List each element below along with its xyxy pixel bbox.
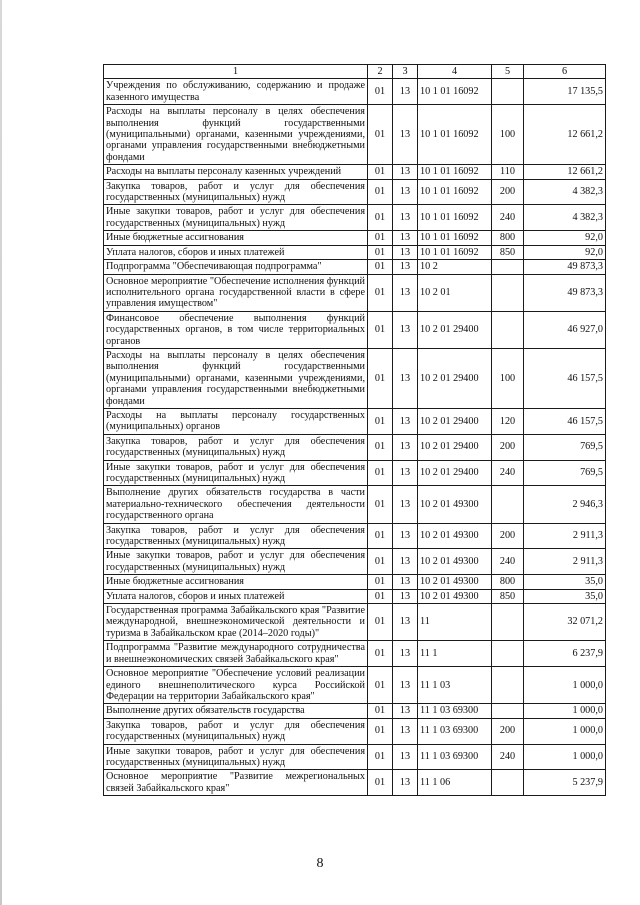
row-name: Закупка товаров, работ и услуг для обеспечения государственных (муниципальных) нужд [104,179,368,205]
row-amount: 12 661,2 [524,165,606,179]
row-expense-type: 800 [492,575,524,589]
row-name: Закупка товаров, работ и услуг для обеспечения государственных (муниципальных) нужд [104,523,368,549]
row-subsection: 13 [393,245,418,259]
row-name: Иные закупки товаров, работ и услуг для обеспечения государственных (муниципальных) нужд [104,744,368,770]
row-amount: 5 237,9 [524,770,606,796]
row-name: Закупка товаров, работ и услуг для обеспечения государственных (муниципальных) нужд [104,434,368,460]
row-section: 01 [368,604,393,641]
row-name: Выполнение других обязательств государства в части материально-технического обеспечения деятельности государственного органа [104,486,368,523]
row-section: 01 [368,79,393,105]
row-target-code: 11 1 [418,641,492,667]
row-subsection: 13 [393,260,418,274]
table-row [104,770,606,796]
row-amount: 35,0 [524,589,606,603]
row-section: 01 [368,231,393,245]
row-section: 01 [368,549,393,575]
table-row [104,718,606,744]
row-section: 01 [368,589,393,603]
row-expense-type: 100 [492,348,524,408]
row-expense-type [492,260,524,274]
row-subsection: 13 [393,744,418,770]
row-amount: 17 135,5 [524,79,606,105]
row-expense-type: 200 [492,179,524,205]
row-expense-type [492,79,524,105]
row-expense-type: 850 [492,245,524,259]
table-row [104,79,606,105]
budget-table [103,64,606,796]
header-col-3: 3 [393,65,418,79]
row-expense-type: 240 [492,205,524,231]
row-target-code: 10 1 01 16092 [418,105,492,165]
row-expense-type: 800 [492,231,524,245]
row-subsection: 13 [393,434,418,460]
row-name: Расходы на выплаты персоналу в целях обеспечения выполнения функций государственными (муниципальными) органами, казенными учреждениями, органами управления государственными внебюджетными фондами [104,348,368,408]
row-target-code: 11 1 03 69300 [418,744,492,770]
row-target-code: 10 2 01 49300 [418,589,492,603]
row-amount: 49 873,3 [524,260,606,274]
row-expense-type: 240 [492,744,524,770]
row-target-code: 10 2 01 49300 [418,549,492,575]
row-target-code: 10 1 01 16092 [418,245,492,259]
table-row [104,231,606,245]
row-subsection: 13 [393,231,418,245]
table-row [104,486,606,523]
header-col-5: 5 [492,65,524,79]
row-subsection: 13 [393,523,418,549]
row-subsection: 13 [393,718,418,744]
row-name: Уплата налогов, сборов и иных платежей [104,589,368,603]
row-target-code: 10 1 01 16092 [418,231,492,245]
row-amount: 769,5 [524,460,606,486]
row-name: Подпрограмма "Обеспечивающая подпрограмма" [104,260,368,274]
row-amount: 92,0 [524,245,606,259]
row-section: 01 [368,744,393,770]
row-subsection: 13 [393,641,418,667]
row-name: Государственная программа Забайкальского края "Развитие международной, внешнеэкономической деятельности и туризма в Забайкальском крае (2014–2020 годы)" [104,604,368,641]
row-subsection: 13 [393,667,418,704]
row-amount: 2 946,3 [524,486,606,523]
row-expense-type: 850 [492,589,524,603]
row-name: Иные закупки товаров, работ и услуг для обеспечения государственных (муниципальных) нужд [104,460,368,486]
row-amount: 35,0 [524,575,606,589]
row-amount: 2 911,3 [524,523,606,549]
table-row [104,549,606,575]
row-section: 01 [368,434,393,460]
row-subsection: 13 [393,274,418,311]
table-row [104,408,606,434]
row-amount: 2 911,3 [524,549,606,575]
row-target-code: 10 2 01 49300 [418,523,492,549]
row-target-code: 10 1 01 16092 [418,79,492,105]
table-row [104,523,606,549]
row-expense-type [492,274,524,311]
table-row [104,641,606,667]
row-target-code: 11 1 03 69300 [418,704,492,718]
row-name: Расходы на выплаты персоналу государственных (муниципальных) органов [104,408,368,434]
row-name: Основное мероприятие "Обеспечение условий реализации единого внешнеполитического курса Российской Федерации на территории Забайкальского края" [104,667,368,704]
table-body [104,79,606,796]
table-row [104,460,606,486]
row-name: Основное мероприятие "Развитие межрегиональных связей Забайкальского края" [104,770,368,796]
row-amount: 12 661,2 [524,105,606,165]
table-row [104,575,606,589]
row-amount: 46 927,0 [524,311,606,348]
row-expense-type: 200 [492,523,524,549]
row-expense-type [492,770,524,796]
row-amount: 1 000,0 [524,667,606,704]
row-section: 01 [368,179,393,205]
row-subsection: 13 [393,575,418,589]
table-row [104,274,606,311]
row-target-code: 11 1 03 [418,667,492,704]
row-expense-type: 100 [492,105,524,165]
row-section: 01 [368,311,393,348]
row-expense-type: 200 [492,434,524,460]
row-subsection: 13 [393,311,418,348]
row-expense-type [492,604,524,641]
row-subsection: 13 [393,79,418,105]
row-subsection: 13 [393,165,418,179]
scan-edge [0,0,2,905]
row-expense-type [492,667,524,704]
row-subsection: 13 [393,205,418,231]
table-row [104,604,606,641]
table-row [104,165,606,179]
row-subsection: 13 [393,486,418,523]
row-target-code: 10 2 01 29400 [418,348,492,408]
row-subsection: 13 [393,105,418,165]
row-target-code: 10 2 01 29400 [418,434,492,460]
row-subsection: 13 [393,348,418,408]
row-subsection: 13 [393,408,418,434]
row-name: Основное мероприятие "Обеспечение исполнения функций исполнительного органа государственной власти в сфере управления имуществом" [104,274,368,311]
table-row [104,260,606,274]
row-name: Иные бюджетные ассигнования [104,231,368,245]
page-number: 8 [316,856,324,871]
row-expense-type [492,641,524,667]
row-amount: 46 157,5 [524,408,606,434]
row-name: Подпрограмма "Развитие международного сотрудничества и внешнеэкономических связей Забайкальского края" [104,641,368,667]
row-expense-type: 110 [492,165,524,179]
row-expense-type: 120 [492,408,524,434]
row-subsection: 13 [393,179,418,205]
row-target-code: 10 2 01 29400 [418,408,492,434]
row-section: 01 [368,486,393,523]
row-section: 01 [368,274,393,311]
row-section: 01 [368,575,393,589]
table-row [104,311,606,348]
row-amount: 49 873,3 [524,274,606,311]
row-section: 01 [368,641,393,667]
row-expense-type: 240 [492,460,524,486]
row-section: 01 [368,205,393,231]
row-name: Закупка товаров, работ и услуг для обеспечения государственных (муниципальных) нужд [104,718,368,744]
row-section: 01 [368,718,393,744]
table-row [104,245,606,259]
table-row [104,744,606,770]
row-amount: 1 000,0 [524,704,606,718]
row-section: 01 [368,523,393,549]
row-name: Учреждения по обслуживанию, содержанию и продаже казенного имущества [104,79,368,105]
row-expense-type: 200 [492,718,524,744]
row-section: 01 [368,245,393,259]
table-row [104,704,606,718]
table-row [104,105,606,165]
row-subsection: 13 [393,549,418,575]
row-target-code: 10 2 01 29400 [418,311,492,348]
row-section: 01 [368,105,393,165]
row-section: 01 [368,165,393,179]
row-target-code: 11 [418,604,492,641]
row-subsection: 13 [393,589,418,603]
row-target-code: 10 2 [418,260,492,274]
row-expense-type [492,704,524,718]
row-name: Уплата налогов, сборов и иных платежей [104,245,368,259]
row-name: Расходы на выплаты персоналу в целях обеспечения выполнения функций государственными (муниципальными) органами, казенными учреждениями, органами управления государственными внебюджетными фондами [104,105,368,165]
row-target-code: 10 2 01 49300 [418,486,492,523]
row-target-code: 11 1 03 69300 [418,718,492,744]
row-section: 01 [368,770,393,796]
table-row [104,667,606,704]
row-subsection: 13 [393,460,418,486]
table-header-row [104,65,606,79]
row-name: Финансовое обеспечение выполнения функций государственных органов, в том числе территориальных органов [104,311,368,348]
row-subsection: 13 [393,704,418,718]
row-amount: 46 157,5 [524,348,606,408]
row-name: Иные бюджетные ассигнования [104,575,368,589]
row-subsection: 13 [393,604,418,641]
table-row [104,348,606,408]
header-col-4: 4 [418,65,492,79]
header-col-2: 2 [368,65,393,79]
row-amount: 769,5 [524,434,606,460]
table-row [104,205,606,231]
row-name: Иные закупки товаров, работ и услуг для обеспечения государственных (муниципальных) нужд [104,205,368,231]
row-amount: 4 382,3 [524,179,606,205]
row-name: Выполнение других обязательств государства [104,704,368,718]
row-amount: 32 071,2 [524,604,606,641]
row-target-code: 10 2 01 29400 [418,460,492,486]
header-col-6: 6 [524,65,606,79]
row-section: 01 [368,260,393,274]
row-section: 01 [368,460,393,486]
row-section: 01 [368,348,393,408]
row-section: 01 [368,704,393,718]
table-row [104,179,606,205]
row-target-code: 10 2 01 49300 [418,575,492,589]
row-amount: 4 382,3 [524,205,606,231]
row-subsection: 13 [393,770,418,796]
row-section: 01 [368,667,393,704]
row-target-code: 10 1 01 16092 [418,165,492,179]
row-name: Иные закупки товаров, работ и услуг для обеспечения государственных (муниципальных) нужд [104,549,368,575]
row-target-code: 10 1 01 16092 [418,179,492,205]
row-amount: 6 237,9 [524,641,606,667]
row-amount: 1 000,0 [524,744,606,770]
header-col-1: 1 [104,65,368,79]
row-target-code: 11 1 06 [418,770,492,796]
row-expense-type [492,311,524,348]
row-target-code: 10 1 01 16092 [418,205,492,231]
row-expense-type [492,486,524,523]
row-amount: 92,0 [524,231,606,245]
row-name: Расходы на выплаты персоналу казенных учреждений [104,165,368,179]
table-row [104,589,606,603]
row-section: 01 [368,408,393,434]
row-amount: 1 000,0 [524,718,606,744]
row-expense-type: 240 [492,549,524,575]
row-target-code: 10 2 01 [418,274,492,311]
table-row [104,434,606,460]
